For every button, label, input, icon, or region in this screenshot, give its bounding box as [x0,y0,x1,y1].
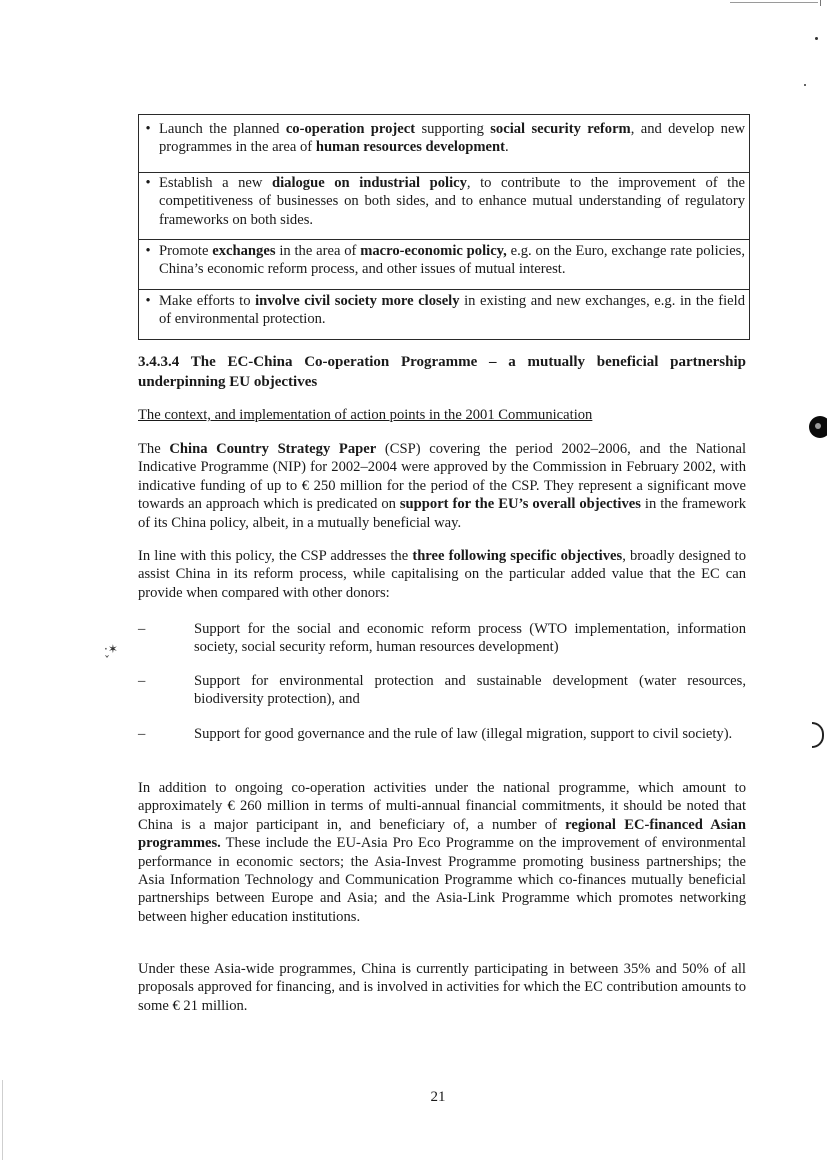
section-heading: 3.4.3.4 The EC-China Co-operation Programme – a mutually beneficial partnership underpinning EU objectives [138,354,746,390]
box-item-text [159,293,745,327]
objective-text: Support for environmental protection and sustainable development (water resources, biodiversity protection), and [194,673,746,708]
punch-hole-mark [809,416,827,438]
bold-run: human resources development [315,139,506,156]
text-run: Promote [159,243,213,259]
objective-text: Support for the social and economic reform process (WTO implementation, information society, social security reform, human resources development) [194,621,746,656]
dash-marker: – [138,673,146,689]
paragraph-asia-wide [138,960,746,1015]
scan-mark-left: ·✶ ˇ [104,642,118,668]
section-subheading: The context, and implementation of action points in the 2001 Communication [138,407,593,423]
bold-run: support for the EU’s overall objectives [399,496,641,513]
text-run: . [505,139,509,156]
text-run: in the framework of its China policy, albeit, in a mutually beneficial way. [138,496,746,531]
bold-run: exchanges [212,243,276,259]
box-item-0 [139,120,749,157]
box-item-text [159,243,745,277]
scan-speck [804,84,806,86]
text-run: The [138,441,170,457]
scan-speck [815,37,818,40]
text-run: , broadly designed to assist China in its reform process, while capitalising on the particular added value that the EC can provide when compared with other donors: [138,548,747,601]
bold-run: macro-economic policy, [360,243,507,259]
text-run: , and develop new programmes in the area of [159,121,745,156]
bullet-icon: • [145,293,151,309]
paragraph-regional-programmes [138,779,746,926]
bold-run: three following specific objectives [412,548,623,564]
bullet-icon: • [145,175,151,191]
page-number: 21 [430,1089,446,1105]
action-points-box [138,114,750,340]
bullet-icon: • [145,243,151,259]
bullet-icon: • [145,121,151,137]
box-item-text [159,121,745,155]
text-run: These include the EU-Asia Pro Eco Programme on the improvement of environmental performance in economic sectors; the Asia-Invest Programme promoting business partnerships; the Asia Information Technology and Communication Programme which co-finances mutually beneficial partnerships between Europe and Asia; and the Asia-Link Programme which promotes networking between higher education institutions. [138,835,746,925]
box-item-2 [139,239,749,279]
box-item-text [159,175,745,228]
paragraph-objectives [138,547,746,602]
text-run: in the area of [275,243,361,259]
text-run: Launch the planned [159,121,286,137]
text-run: (CSP) covering the period 2002–2006, and the National Indicative Programme (NIP) for 2002–2004 were approved by the Commission in February 2002, with indicative funding of up to € 250 million for the period of the CSP. They represent a significant move towards an approach which is predicated on [138,441,746,513]
box-item-1 [139,172,749,229]
text-run: in existing and new exchanges, e.g. in the field of environmental protection. [159,293,745,328]
text-run: In line with this policy, the CSP addresses the [138,548,413,564]
text-run: Under these Asia-wide programmes, China is currently participating in between 35% and 50% of all proposals approved for financing, and is involved in activities for which the EC contribution amounts to some € 21 million. [138,961,746,1014]
bold-run: regional EC-financed Asian programmes. [138,816,746,852]
scan-artifact-tick [820,0,821,6]
bracket-mark [812,722,824,748]
scan-artifact-line [730,2,818,3]
objective-text: Support for good governance and the rule of law (illegal migration, support to civil society). [194,726,733,742]
bold-run: China Country Strategy Paper [169,441,377,457]
bold-run: co-operation project [285,121,416,137]
text-run: supporting [415,121,491,137]
text-run: In addition to ongoing co-operation activities under the national programme, which amount to approximately € 260 million in terms of multi-annual financial commitments, it should be noted that China is a major participant in, and beneficiary of, a number of [138,780,746,833]
dash-marker: – [138,621,146,637]
bold-run: dialogue on industrial policy [271,175,467,191]
text-run: Make efforts to [159,293,256,309]
text-run: , to contribute to the improvement of the competitiveness of businesses on both sides, and to enhance mutual understanding of regulatory frameworks on both sides. [159,175,745,228]
box-item-3 [139,289,749,329]
dash-marker: – [138,726,146,742]
bold-run: involve civil society more closely [255,293,460,309]
text-run: e.g. on the Euro, exchange rate policies, China’s economic reform process, and other issues of mutual interest. [159,243,745,278]
paragraph-csp [138,440,746,532]
text-run: Establish a new [159,175,272,191]
bold-run: social security reform [490,121,631,137]
